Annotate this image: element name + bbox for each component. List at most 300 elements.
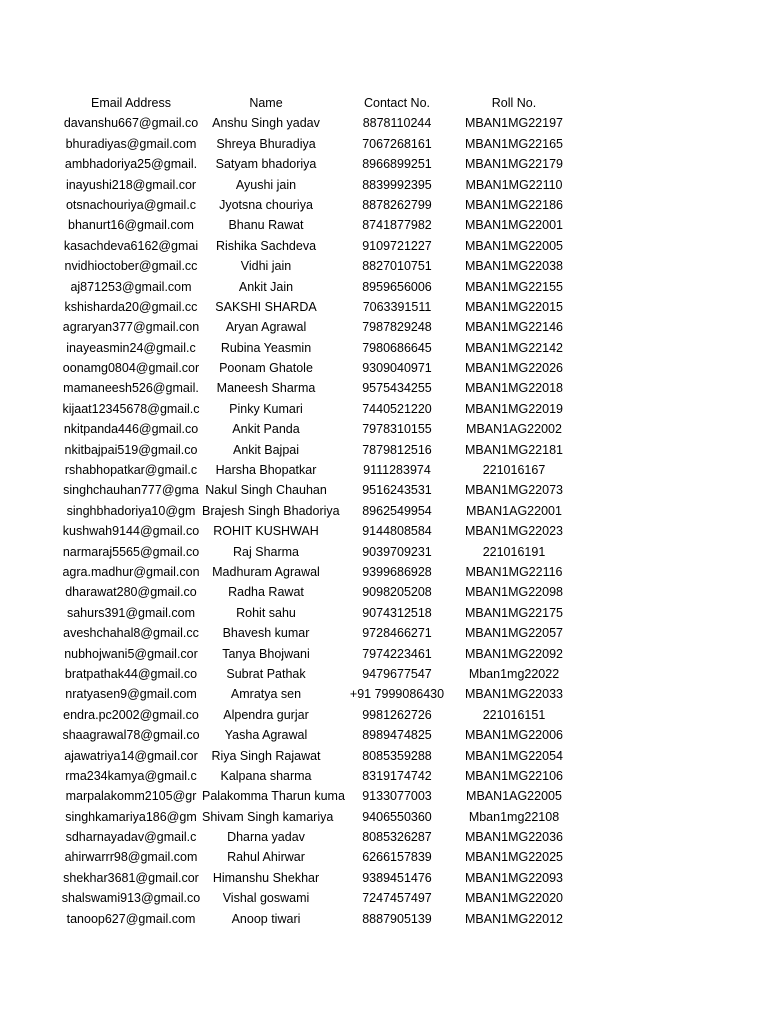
cell-roll-text: MBAN1MG22179 <box>465 157 563 172</box>
header-contact-label: Contact No. <box>363 96 430 110</box>
cell-email <box>60 480 202 500</box>
table-row <box>0 215 768 235</box>
cell-name-text: Rubina Yeasmin <box>220 340 312 355</box>
cell-name <box>202 195 330 215</box>
cell-roll <box>464 195 564 215</box>
cell-contact <box>330 644 464 664</box>
cell-roll <box>464 236 564 256</box>
cell-name-text: Ankit Panda <box>232 422 300 437</box>
cell-contact-text: 9133077003 <box>362 789 432 804</box>
cell-email-text: aj871253@gmail.com <box>70 279 192 294</box>
cell-name <box>202 766 330 786</box>
cell-roll-text: MBAN1MG22057 <box>465 626 563 641</box>
table-row <box>0 909 768 929</box>
header-contact <box>330 93 464 113</box>
cell-contact-text: 6266157839 <box>362 850 432 865</box>
cell-name <box>202 440 330 460</box>
cell-roll <box>464 440 564 460</box>
table-row <box>0 419 768 439</box>
cell-roll-text: MBAN1MG22175 <box>465 605 563 620</box>
cell-email <box>60 827 202 847</box>
cell-name <box>202 542 330 562</box>
table-row <box>0 623 768 643</box>
cell-email <box>60 562 202 582</box>
cell-contact <box>330 419 464 439</box>
cell-email <box>60 317 202 337</box>
cell-email <box>60 644 202 664</box>
cell-contact <box>330 480 464 500</box>
table-row <box>0 154 768 174</box>
cell-email-text: kushwah9144@gmail.co <box>62 524 200 539</box>
cell-name <box>202 297 330 317</box>
cell-roll-text: MBAN1MG22110 <box>465 177 563 192</box>
cell-email <box>60 215 202 235</box>
cell-name <box>202 236 330 256</box>
cell-roll <box>464 358 564 378</box>
cell-contact <box>330 154 464 174</box>
cell-roll <box>464 644 564 664</box>
cell-name-text: Raj Sharma <box>233 544 299 559</box>
cell-email <box>60 807 202 827</box>
cell-name-text: ROHIT KUSHWAH <box>213 524 319 539</box>
cell-name-text: Poonam Ghatole <box>219 361 313 376</box>
cell-name <box>202 725 330 745</box>
cell-contact-text: 7980686645 <box>362 340 432 355</box>
cell-contact-text: 9309040971 <box>362 361 432 376</box>
cell-roll <box>464 460 564 480</box>
cell-roll-text: MBAN1MG22181 <box>465 442 563 457</box>
cell-email-text: shalswami913@gmail.co <box>61 891 201 906</box>
cell-roll-text: MBAN1MG22165 <box>465 136 563 151</box>
cell-name-text: Rahul Ahirwar <box>227 850 305 865</box>
cell-contact <box>330 786 464 806</box>
cell-roll-text: MBAN1MG22036 <box>465 830 563 845</box>
cell-contact <box>330 460 464 480</box>
cell-email <box>60 746 202 766</box>
cell-contact-text: 9516243531 <box>362 483 432 498</box>
cell-name-text: Satyam bhadoriya <box>215 157 317 172</box>
cell-roll <box>464 521 564 541</box>
cell-name <box>202 399 330 419</box>
cell-contact-text: 9109721227 <box>362 238 432 253</box>
cell-contact <box>330 705 464 725</box>
cell-name <box>202 705 330 725</box>
cell-contact-text: 9389451476 <box>362 870 432 885</box>
table-row <box>0 277 768 297</box>
cell-roll-text: 221016167 <box>482 463 546 478</box>
cell-roll-text: MBAN1MG22020 <box>465 891 563 906</box>
cell-email-text: davanshu667@gmail.co <box>63 116 199 131</box>
cell-email <box>60 338 202 358</box>
cell-name <box>202 684 330 704</box>
cell-contact-text: 9406550360 <box>362 809 432 824</box>
cell-contact <box>330 440 464 460</box>
table-row <box>0 236 768 256</box>
cell-email-text: ahirwarrr98@gmail.com <box>64 850 198 865</box>
cell-name <box>202 868 330 888</box>
cell-name-text: Madhuram Agrawal <box>212 564 320 579</box>
cell-email-text: nvidhioctober@gmail.cc <box>64 259 198 274</box>
cell-email <box>60 766 202 786</box>
cell-email-text: bratpathak44@gmail.co <box>64 666 198 681</box>
cell-roll-text: MBAN1MG22012 <box>465 911 563 926</box>
cell-email-text: ambhadoriya25@gmail. <box>64 157 198 172</box>
cell-roll-text: 221016151 <box>482 707 546 722</box>
cell-email <box>60 909 202 929</box>
cell-contact-text: 7440521220 <box>362 401 432 416</box>
cell-roll <box>464 562 564 582</box>
cell-email-text: nkitpanda446@gmail.co <box>63 422 199 437</box>
cell-contact-text: 9399686928 <box>362 564 432 579</box>
cell-name-text: Rishika Sachdeva <box>215 238 317 253</box>
cell-email-text: dharawat280@gmail.co <box>65 585 197 600</box>
cell-name-text: Riya Singh Rajawat <box>211 748 321 763</box>
cell-email-text: nubhojwani5@gmail.cor <box>64 646 198 661</box>
cell-contact <box>330 623 464 643</box>
cell-roll <box>464 766 564 786</box>
cell-email <box>60 786 202 806</box>
cell-roll <box>464 277 564 297</box>
cell-email <box>60 154 202 174</box>
table-row <box>0 501 768 521</box>
cell-email <box>60 725 202 745</box>
cell-contact-text: 8887905139 <box>362 911 432 926</box>
cell-roll <box>464 868 564 888</box>
table-row <box>0 746 768 766</box>
cell-contact-text: 7879812516 <box>362 442 432 457</box>
cell-name <box>202 582 330 602</box>
cell-roll <box>464 807 564 827</box>
cell-roll-text: Mban1mg22108 <box>468 809 560 824</box>
cell-email <box>60 195 202 215</box>
table-row <box>0 338 768 358</box>
cell-roll-text: MBAN1AG22001 <box>466 503 562 518</box>
table-row <box>0 113 768 133</box>
cell-contact <box>330 827 464 847</box>
cell-email <box>60 134 202 154</box>
table-row <box>0 807 768 827</box>
cell-email <box>60 684 202 704</box>
cell-contact <box>330 766 464 786</box>
cell-contact-text: 7974223461 <box>362 646 432 661</box>
cell-roll <box>464 582 564 602</box>
cell-email <box>60 847 202 867</box>
cell-roll-text: MBAN1MG22146 <box>465 320 563 335</box>
cell-roll <box>464 317 564 337</box>
table-row <box>0 480 768 500</box>
cell-email-text: ajawatriya14@gmail.cor <box>64 748 198 763</box>
cell-name <box>202 256 330 276</box>
cell-email <box>60 868 202 888</box>
cell-name-text: SAKSHI SHARDA <box>215 299 317 314</box>
cell-email <box>60 277 202 297</box>
cell-email <box>60 521 202 541</box>
table-row <box>0 684 768 704</box>
cell-email <box>60 256 202 276</box>
cell-roll-text: MBAN1MG22142 <box>465 340 563 355</box>
cell-name <box>202 909 330 929</box>
cell-name <box>202 623 330 643</box>
cell-contact <box>330 847 464 867</box>
cell-email <box>60 378 202 398</box>
cell-roll <box>464 501 564 521</box>
cell-name-text: Bhavesh kumar <box>222 626 310 641</box>
cell-email-text: narmaraj5565@gmail.co <box>62 544 200 559</box>
cell-roll <box>464 664 564 684</box>
cell-roll-text: MBAN1MG22001 <box>465 218 563 233</box>
cell-name <box>202 746 330 766</box>
cell-contact-text: 8962549954 <box>362 503 432 518</box>
cell-contact <box>330 317 464 337</box>
cell-name-text: Shivam Singh kamariya <box>202 809 334 824</box>
cell-roll <box>464 888 564 908</box>
cell-contact <box>330 664 464 684</box>
table-row <box>0 358 768 378</box>
cell-roll <box>464 134 564 154</box>
cell-contact <box>330 888 464 908</box>
table-row <box>0 521 768 541</box>
cell-roll-text: 221016191 <box>482 544 546 559</box>
cell-contact-text: 8827010751 <box>362 259 432 274</box>
cell-roll <box>464 746 564 766</box>
table-row <box>0 542 768 562</box>
cell-roll <box>464 480 564 500</box>
cell-contact <box>330 909 464 929</box>
cell-email-text: bhanurt16@gmail.com <box>68 218 194 233</box>
cell-contact-text: 9098205208 <box>362 585 432 600</box>
cell-roll <box>464 154 564 174</box>
cell-name <box>202 521 330 541</box>
cell-name-text: Subrat Pathak <box>226 666 306 681</box>
cell-contact <box>330 236 464 256</box>
cell-roll <box>464 113 564 133</box>
cell-contact-text: 7247457497 <box>362 891 432 906</box>
table-row <box>0 440 768 460</box>
table-row <box>0 256 768 276</box>
cell-name-text: Pinky Kumari <box>229 401 303 416</box>
cell-roll-text: MBAN1MG22106 <box>465 768 563 783</box>
cell-email-text: singhkamariya186@gm <box>65 809 197 824</box>
cell-name <box>202 644 330 664</box>
cell-contact-text: 9728466271 <box>362 626 432 641</box>
cell-name <box>202 215 330 235</box>
table-row <box>0 827 768 847</box>
cell-email-text: agraryan377@gmail.con <box>62 320 200 335</box>
cell-name <box>202 827 330 847</box>
cell-roll <box>464 215 564 235</box>
cell-email-text: otsnachouriya@gmail.c <box>65 197 197 212</box>
table-row <box>0 175 768 195</box>
cell-contact <box>330 297 464 317</box>
table-row <box>0 460 768 480</box>
cell-name-text: Ankit Jain <box>238 279 294 294</box>
cell-email-text: aveshchahal8@gmail.cc <box>63 626 199 641</box>
table-row <box>0 195 768 215</box>
cell-contact <box>330 725 464 745</box>
cell-email-text: endra.pc2002@gmail.co <box>63 707 199 722</box>
header-roll-label: Roll No. <box>491 96 537 110</box>
header-row <box>0 93 768 113</box>
cell-name-text: Radha Rawat <box>228 585 304 600</box>
cell-email-text: shaagrawal78@gmail.co <box>62 728 200 743</box>
cell-contact <box>330 378 464 398</box>
cell-roll <box>464 705 564 725</box>
cell-contact <box>330 338 464 358</box>
cell-roll <box>464 378 564 398</box>
cell-email-text: rma234kamya@gmail.c <box>65 768 197 783</box>
table-row <box>0 847 768 867</box>
cell-name <box>202 338 330 358</box>
cell-email <box>60 705 202 725</box>
cell-name-text: Anoop tiwari <box>231 911 301 926</box>
cell-name <box>202 317 330 337</box>
cell-contact-text: 9074312518 <box>362 605 432 620</box>
cell-contact-text: 8878262799 <box>362 197 432 212</box>
cell-name <box>202 847 330 867</box>
table-row <box>0 297 768 317</box>
cell-roll <box>464 256 564 276</box>
cell-email-text: marpalakomm2105@gr <box>65 789 197 804</box>
cell-name-text: Palakomma Tharun kuma <box>202 789 345 804</box>
cell-email-text: kijaat12345678@gmail.c <box>62 401 200 416</box>
cell-roll <box>464 847 564 867</box>
cell-roll-text: MBAN1MG22006 <box>465 728 563 743</box>
cell-contact-text: 7978310155 <box>362 422 432 437</box>
cell-contact <box>330 256 464 276</box>
header-roll <box>464 93 564 113</box>
cell-contact-text: 8085359288 <box>362 748 432 763</box>
cell-contact <box>330 868 464 888</box>
cell-contact-text: 9111283974 <box>363 463 431 478</box>
cell-email <box>60 603 202 623</box>
cell-name-text: Bhanu Rawat <box>228 218 304 233</box>
cell-contact <box>330 277 464 297</box>
cell-contact-text: 9039709231 <box>362 544 432 559</box>
cell-name <box>202 786 345 806</box>
table-row <box>0 644 768 664</box>
cell-name-text: Nakul Singh Chauhan <box>205 483 327 498</box>
cell-roll <box>464 603 564 623</box>
cell-contact <box>330 521 464 541</box>
cell-roll-text: MBAN1MG22005 <box>465 238 563 253</box>
cell-email-text: singhchauhan777@gma <box>63 483 199 498</box>
cell-roll <box>464 297 564 317</box>
table-row <box>0 868 768 888</box>
cell-roll-text: MBAN1MG22093 <box>465 870 563 885</box>
cell-roll <box>464 786 564 806</box>
cell-name <box>202 480 330 500</box>
cell-name-text: Vidhi jain <box>240 259 292 274</box>
cell-contact-text: 8966899251 <box>362 157 432 172</box>
cell-email-text: shekhar3681@gmail.cor <box>63 870 199 885</box>
cell-contact-text: 8989474825 <box>362 728 432 743</box>
cell-email-text: inayeasmin24@gmail.c <box>66 340 196 355</box>
cell-name-text: Aryan Agrawal <box>225 320 307 335</box>
cell-name-text: Maneesh Sharma <box>216 381 316 396</box>
cell-email-text: agra.madhur@gmail.con <box>62 564 200 579</box>
cell-name-text: Ankit Bajpai <box>232 442 299 457</box>
cell-name <box>202 134 330 154</box>
cell-contact-text: +91 7999086430 <box>349 687 445 702</box>
cell-contact-text: 8741877982 <box>362 218 432 233</box>
cell-email-text: rshabhopatkar@gmail.c <box>64 463 198 478</box>
cell-contact <box>330 175 464 195</box>
table-row <box>0 603 768 623</box>
cell-contact-text: 9981262726 <box>362 707 432 722</box>
cell-roll-text: MBAN1MG22116 <box>465 564 563 579</box>
cell-email-text: sahurs391@gmail.com <box>66 605 196 620</box>
cell-contact <box>330 746 464 766</box>
cell-name-text: Tanya Bhojwani <box>222 646 310 661</box>
cell-name <box>202 378 330 398</box>
cell-email <box>60 542 202 562</box>
cell-contact <box>330 113 464 133</box>
cell-email <box>60 664 202 684</box>
cell-contact <box>330 195 464 215</box>
cell-roll-text: MBAN1MG22092 <box>465 646 563 661</box>
cell-roll-text: MBAN1MG22019 <box>465 401 563 416</box>
cell-name-text: Harsha Bhopatkar <box>215 463 317 478</box>
cell-name-text: Anshu Singh yadav <box>212 116 320 131</box>
cell-roll-text: MBAN1MG22098 <box>465 585 563 600</box>
cell-contact-text: 9479677547 <box>362 666 432 681</box>
cell-email <box>60 440 202 460</box>
table-row <box>0 786 768 806</box>
cell-contact-text: 7067268161 <box>362 136 432 151</box>
cell-roll <box>464 623 564 643</box>
cell-contact <box>330 358 464 378</box>
header-name-label: Name <box>249 96 283 110</box>
cell-contact <box>330 542 464 562</box>
cell-name <box>202 460 330 480</box>
cell-email-text: nkitbajpai519@gmail.co <box>64 442 198 457</box>
cell-email <box>60 113 202 133</box>
cell-name-text: Alpendra gurjar <box>223 707 309 722</box>
cell-email <box>60 358 202 378</box>
cell-email-text: mamaneesh526@gmail. <box>63 381 199 396</box>
cell-roll-text: MBAN1MG22023 <box>465 524 563 539</box>
cell-roll-text: MBAN1MG22033 <box>465 687 563 702</box>
cell-email-text: sdharnayadav@gmail.c <box>65 830 197 845</box>
cell-name-text: Yasha Agrawal <box>224 728 308 743</box>
cell-email <box>60 582 202 602</box>
cell-roll-text: MBAN1MG22018 <box>465 381 563 396</box>
cell-contact-text: 8319174742 <box>362 768 432 783</box>
cell-email <box>60 236 202 256</box>
cell-contact-text: 9575434255 <box>362 381 432 396</box>
cell-email-text: singhbhadoriya10@gm <box>66 503 196 518</box>
cell-roll <box>464 338 564 358</box>
table-row <box>0 317 768 337</box>
cell-contact <box>330 399 464 419</box>
cell-email-text: kshisharda20@gmail.cc <box>64 299 198 314</box>
cell-name <box>202 807 334 827</box>
cell-email-text: tanoop627@gmail.com <box>66 911 196 926</box>
cell-contact-text: 8839992395 <box>362 177 432 192</box>
header-name <box>202 93 330 113</box>
cell-name <box>202 603 330 623</box>
cell-contact-text: 9144808584 <box>362 524 432 539</box>
cell-name <box>202 419 330 439</box>
cell-roll-text: MBAN1MG22025 <box>465 850 563 865</box>
cell-contact-text: 7063391511 <box>362 299 432 314</box>
table-row <box>0 725 768 745</box>
cell-name-text: Rohit sahu <box>236 605 296 620</box>
cell-name <box>202 277 330 297</box>
cell-roll <box>464 909 564 929</box>
cell-roll-text: MBAN1MG22015 <box>465 299 563 314</box>
cell-email <box>60 501 202 521</box>
